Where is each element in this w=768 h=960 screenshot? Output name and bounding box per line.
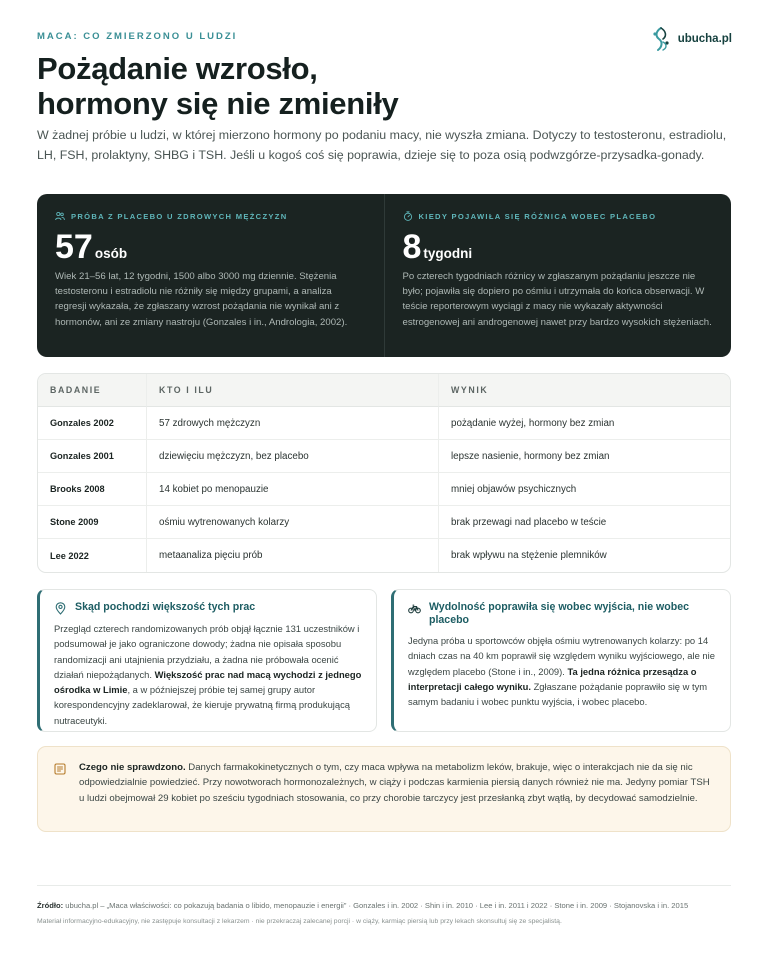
info-card-performance: [391, 589, 731, 732]
card-emphasis: Ta jedna różnica przesądza o interpretacji całego wyniku.: [408, 665, 697, 692]
column-header-participants: KTO I ILU: [146, 374, 438, 407]
cell-result: brak wpływu na stężenie plemników: [438, 539, 730, 572]
table-row: [38, 407, 730, 440]
stat-sample-size: [37, 194, 384, 357]
table-row: [38, 506, 730, 539]
footer-disclaimer: Materiał informacyjno-edukacyjny, nie zastępuje konsultacji z lekarzem · nie przekraczaj zalecanej porcji · w ciąży, karmiąc piersią lub przy lekach skonsultuj się ze specjalistą.: [37, 918, 562, 925]
table-header-row: [38, 374, 730, 407]
footer: [37, 885, 731, 925]
column-header-study: BADANIE: [38, 374, 146, 407]
bicycle-icon: [408, 602, 421, 615]
stats-panel: [37, 194, 731, 357]
stat-description: Po czterech tygodniach różnicy w zgłaszanym pożądaniu jeszcze nie było; pojawiła się dopiero po ośmiu i utrzymała do końca obserwacji. W teście reporterowym wyciągi z macy nie wykazały aktywności estrogenowej ani androgenowej nawet przy bardzo wysokich stężeniach.: [402, 271, 712, 328]
page-title: [37, 51, 637, 121]
cell-study: Lee 2022: [50, 550, 89, 561]
kicker: MACA: CO ZMIERZONO U LUDZI: [37, 31, 238, 42]
card-emphasis: Większość prac nad macą wychodzi z jednego ośrodka w Limie: [54, 668, 362, 696]
cell-result: mniej objawów psychicznych: [438, 473, 730, 506]
title-line-1: Pożądanie wzrosło,: [37, 51, 318, 86]
studies-table: [37, 373, 731, 573]
lead-paragraph: W żadnej próbie u ludzi, w której mierzono hormony po podaniu macy, nie wyszła zmiana. Dotyczy to testosteronu, estradiolu, LH, FSH, prolaktyny, SHBG i TSH. Jeśli u kogoś coś się poprawia, dzieje się to poza osią podwzgórze-przysadka-gonady.: [37, 128, 727, 162]
note-emphasis: Czego nie sprawdzono.: [79, 762, 186, 773]
title-line-2: hormony się nie zmieniły: [37, 86, 399, 121]
cell-study: Gonzales 2002: [38, 407, 146, 440]
cell-result: brak przewagi nad placebo w teście: [438, 506, 730, 539]
stat-value: 57: [55, 228, 93, 266]
cell-study: Stone 2009: [38, 506, 146, 539]
stat-description: Wiek 21–56 lat, 12 tygodni, 1500 albo 3000 mg dziennie. Stężenia testosteronu i estradiolu nie różniły się między grupami, a analiza regresji wykazała, że zgłaszany wzrost pożądania nie wynikał ani z hormonów, ani ze zmiany nastroju (Gonzales i in., Andrologia, 2002).: [55, 271, 348, 328]
card-title: Wydolność poprawiła się wobec wyjścia, nie wobec placebo: [429, 601, 690, 626]
logo[interactable]: [650, 26, 732, 52]
cell-participants: 14 kobiet po menopauzie: [146, 473, 438, 506]
cell-result: lepsze nasienie, hormony bez zmian: [438, 440, 730, 473]
table-row: [38, 473, 730, 506]
card-text: Jedyna próba u sportowców objęła ośmiu wytrenowanych kolarzy: po 14 dniach czas na 40 km poprawił się względem wyniku wyjściowego, ale nie względem placebo (Stone i in., 2009). Ta jedna różnica przesądza o interpretacji całego wyniku. Zgłaszane pożądanie poprawiło się w tym samym badaniu i wobec punktu wyjścia, i wobec placebo.: [408, 635, 715, 708]
stat-time-to-effect: [384, 194, 732, 357]
stat-unit: osób: [94, 246, 128, 261]
footer-source: Źródło: ubucha.pl – „Maca właściwości: co pokazują badania o libido, menopauzie i energii” · Gonzales i in. 2002 · Shin i in. 2010 · Lee i in. 2011 i 2022 · Stone i in. 2009 · Stojanovska i in. 2015: [37, 901, 689, 910]
leaf-swirl-icon: [650, 26, 672, 52]
table-row: [38, 539, 730, 572]
not-tested-note: [37, 746, 731, 832]
cell-study: Gonzales 2001: [38, 440, 146, 473]
cell-participants: ośmiu wytrenowanych kolarzy: [146, 506, 438, 539]
note-text: Czego nie sprawdzono. Danych farmakokinetycznych o tym, czy maca wpływa na metabolizm leków, brakuje, więc o interakcjach nie da się nic odpowiedzialnie powiedzieć. Przy nowotworach hormonozależnych, w ciąży i podczas karmienia piersią danych również nie ma. Jedyny pomiar TSH u ludzi obejmował 29 kobiet po sześciu tygodniach stosowania, co przy chorobie tarczycy jest przesłanką zbyt wątłą, by decydować samodzielnie.: [79, 762, 710, 804]
document-icon: [54, 763, 66, 775]
info-card-origin: [37, 589, 377, 732]
people-icon: [55, 211, 65, 221]
cell-participants: metaanaliza pięciu prób: [146, 539, 438, 572]
stat-label: KIEDY POJAWIŁA SIĘ RÓŻNICA WOBEC PLACEBO: [418, 211, 657, 221]
logo-text: ubucha.pl: [677, 33, 732, 45]
table-row: [38, 440, 730, 473]
stat-value: 8: [402, 228, 422, 266]
column-header-result: WYNIK: [438, 374, 730, 407]
stat-label: PRÓBA Z PLACEBO U ZDROWYCH MĘŻCZYZN: [71, 211, 288, 221]
cell-study: Brooks 2008: [38, 473, 146, 506]
cell-participants: dziewięciu mężczyzn, bez placebo: [146, 440, 438, 473]
stat-unit: tygodni: [423, 246, 473, 261]
card-text: Przegląd czterech randomizowanych prób objął łącznie 131 uczestników i podsumował je jako ograniczone dowody; żadna nie opisała sposobu randomizacji ani utajnienia przydziału, a żadna nie próbowała ocenić działań niepożądanych. Większość prac nad macą wychodzi z jednego ośrodka w Limie, a w późniejszej próbie tej samej grupy autor korespondencyjny zadeklarował, że kieruje prywatną firmą produkującą nutraceutyki.: [54, 623, 362, 726]
card-title: Skąd pochodzi większość tych prac: [75, 601, 256, 613]
stopwatch-icon: [403, 211, 413, 221]
cell-participants: 57 zdrowych mężczyzn: [146, 407, 438, 440]
cell-result: pożądanie wyżej, hormony bez zmian: [438, 407, 730, 440]
map-pin-icon: [54, 602, 67, 615]
